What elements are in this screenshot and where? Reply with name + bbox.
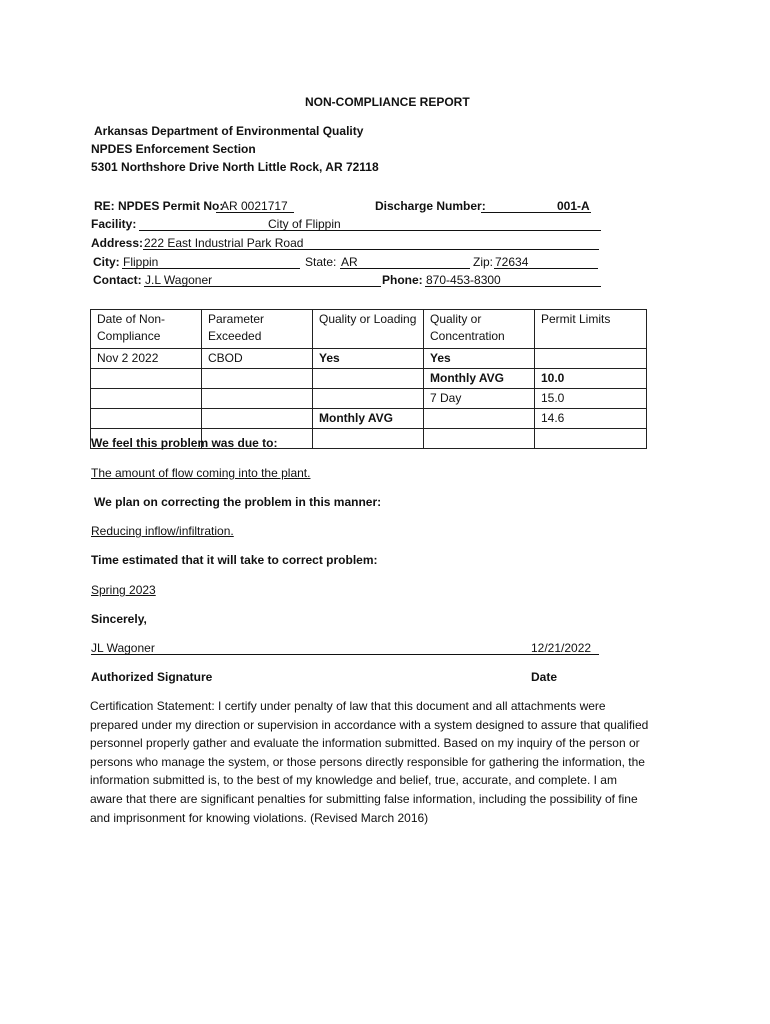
certification-statement: Certification Statement: I certify under penalty of law that this document and all attachments were prepared under my direction or supervision in accordance with a system designed to assure that qualified personnel properly gather and evaluate the information submitted. Based on my inquiry of the person or persons who manage the system, or those persons directly responsible for gathering the information, the information submitted is, to the best of my knowledge and belief, true, accurate, and complete. I am aware that there are significant penalties for submitting false information, including the possibility of fine and imprisonment for knowing violations. (Revised March 2016) (90, 699, 649, 825)
table-cell (313, 429, 424, 449)
table-cell (313, 389, 424, 409)
table-row (91, 369, 647, 389)
table-cell: CBOD (202, 349, 313, 369)
zip-label: Zip: (473, 255, 494, 269)
report-title: NON-COMPLIANCE REPORT (305, 95, 470, 109)
cause-answer: The amount of flow coming into the plant. (91, 466, 311, 480)
timeline-question: Time estimated that it will take to correct problem: (91, 553, 378, 567)
phone-value: 870-453-8300 (426, 273, 501, 287)
timeline-answer: Spring 2023 (91, 583, 156, 597)
table-cell (202, 369, 313, 389)
table-cell (202, 389, 313, 409)
facility-value: City of Flippin (268, 217, 341, 231)
cause-question: We feel this problem was due to: (91, 436, 278, 450)
table-cell (535, 349, 647, 369)
city-label: City: (93, 255, 120, 269)
phone-label: Phone: (382, 273, 423, 287)
agency-section: NPDES Enforcement Section (91, 142, 256, 156)
table-cell: 7 Day (424, 389, 535, 409)
signature-label: Authorized Signature (91, 670, 213, 684)
header-date: Date of Non-Compliance (91, 310, 202, 349)
table-cell (424, 409, 535, 429)
facility-label: Facility: (91, 217, 137, 231)
table-cell (535, 429, 647, 449)
signature-underline (91, 654, 599, 655)
header-loading: Quality or Loading (313, 310, 424, 349)
table-cell: Monthly AVG (424, 369, 535, 389)
table-cell: Monthly AVG (313, 409, 424, 429)
closing-text: Sincerely, (91, 612, 147, 626)
table-cell: Nov 2 2022 (91, 349, 202, 369)
signature-name: JL Wagoner (91, 641, 155, 655)
address-value: 222 East Industrial Park Road (144, 236, 304, 250)
correction-question: We plan on correcting the problem in this manner: (94, 495, 382, 509)
address-label: Address: (91, 236, 144, 250)
table-cell (202, 409, 313, 429)
discharge-value: 001-A (557, 199, 590, 213)
table-cell (91, 409, 202, 429)
table-cell: Yes (313, 349, 424, 369)
state-underline (340, 268, 470, 269)
table-row (91, 349, 647, 369)
state-value: AR (341, 255, 358, 269)
table-cell (313, 369, 424, 389)
table-row (91, 389, 647, 409)
correction-answer: Reducing inflow/infiltration. (91, 524, 234, 538)
discharge-label: Discharge Number: (375, 199, 486, 213)
agency-name: Arkansas Department of Environmental Quality (94, 124, 364, 138)
header-concentration: Quality or Concentration (424, 310, 535, 349)
table-row (91, 409, 647, 429)
table-cell (91, 389, 202, 409)
table-cell (91, 369, 202, 389)
header-parameter: Parameter Exceeded (202, 310, 313, 349)
agency-address: 5301 Northshore Drive North Little Rock, AR 72118 (91, 160, 379, 174)
date-label: Date (531, 670, 558, 684)
table-cell: 15.0 (535, 389, 647, 409)
signature-date: 12/21/2022 (531, 641, 592, 655)
noncompliance-table (90, 309, 647, 449)
zip-value: 72634 (495, 255, 529, 269)
table-header-row (91, 310, 647, 349)
facility-underline (139, 230, 601, 231)
contact-value: J.L Wagoner (145, 273, 213, 287)
permit-label: RE: NPDES Permit No: (94, 199, 224, 213)
state-label: State: (305, 255, 337, 269)
header-permit-limits: Permit Limits (535, 310, 647, 349)
table-cell: 10.0 (535, 369, 647, 389)
table-cell: 14.6 (535, 409, 647, 429)
contact-label: Contact: (93, 273, 142, 287)
table-cell (424, 429, 535, 449)
table-cell: Yes (424, 349, 535, 369)
permit-value: AR 0021717 (221, 199, 288, 213)
city-value: Flippin (123, 255, 159, 269)
